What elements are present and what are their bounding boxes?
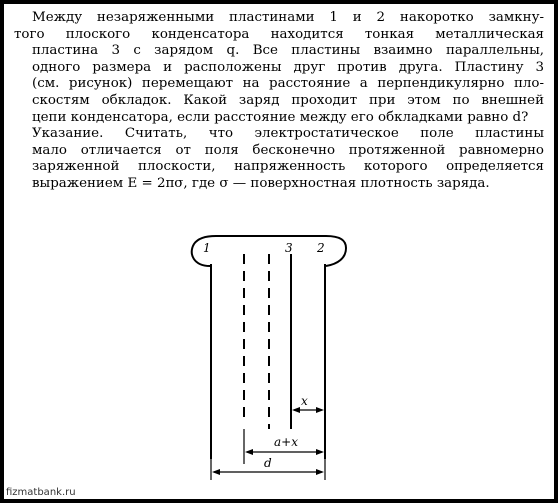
- dim-d-arrow-left: [212, 469, 220, 475]
- hint-line-3: заряженной плоскости, напряженность которого определяется: [32, 159, 544, 175]
- problem-line-2: того плоского конденсатора находится тонкая металлическая: [14, 26, 544, 42]
- problem-line-7: цепи конденсатора, если расстояние между его обкладками равно d?: [32, 109, 529, 125]
- plate-3-label: 3: [285, 241, 293, 255]
- hint-line-4: выражением E = 2πσ, где σ — поверхностная плотность заряда.: [32, 175, 490, 191]
- capacitor-figure: [4, 224, 554, 499]
- problem-paragraph: [14, 10, 544, 126]
- dim-d-arrow-right: [316, 469, 324, 475]
- watermark: fizmatbank.ru: [6, 487, 76, 498]
- dim-x-arrow-right: [316, 407, 324, 413]
- dim-ax-label: a+x: [274, 435, 298, 449]
- hint-line-1: Указание. Считать, что электростатическое поле пластины: [32, 126, 544, 142]
- hint-line-2: мало отличается от поля бесконечно протяженной равномерно: [32, 142, 544, 158]
- problem-text: [14, 10, 544, 193]
- dim-x-arrow-left: [292, 407, 300, 413]
- problem-line-1: Между незаряженными пластинами 1 и 2 накоротко замкну-: [32, 10, 544, 25]
- problem-line-3: пластина 3 с зарядом q. Все пластины взаимно параллельны,: [32, 43, 544, 59]
- dim-d-label: d: [264, 456, 272, 470]
- dim-ax-arrow-left: [245, 449, 253, 455]
- problem-line-4: одного размера и расположены друг против друга. Пластину 3: [32, 59, 544, 75]
- dim-x-label: x: [301, 394, 308, 408]
- problem-line-5: (см. рисунок) перемещают на расстояние a перпендикулярно пло-: [32, 76, 544, 92]
- page: [4, 4, 554, 499]
- plate-2-label: 2: [317, 241, 325, 255]
- dim-ax-arrow-right: [316, 449, 324, 455]
- problem-line-6: скостям обкладок. Какой заряд проходит при этом по внешней: [32, 92, 544, 108]
- hint-paragraph: [14, 126, 544, 192]
- plate-1-label: 1: [203, 241, 211, 255]
